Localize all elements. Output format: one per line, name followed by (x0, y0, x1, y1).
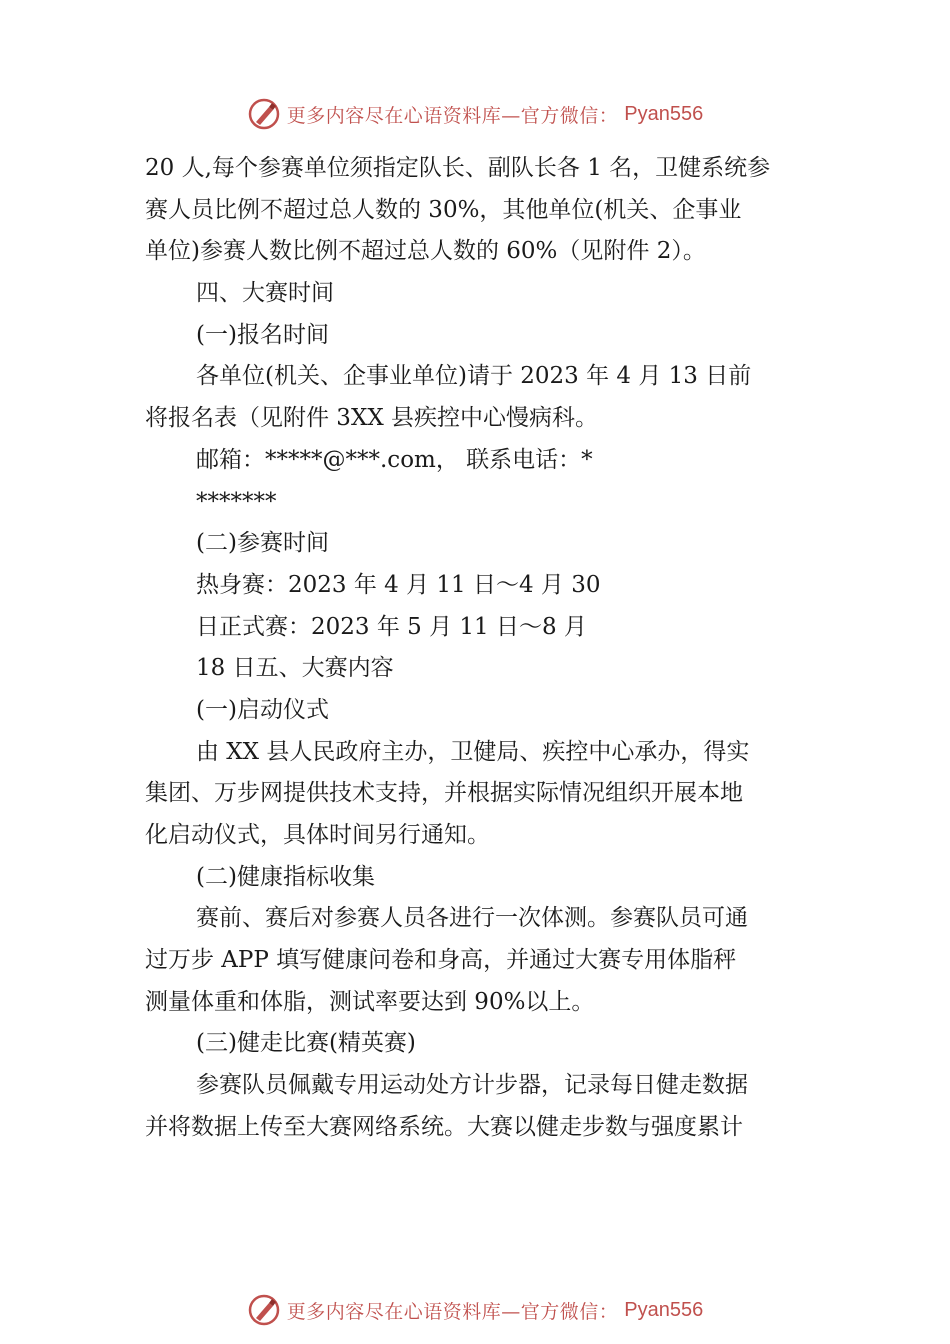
text-line: 各单位(机关、企事业单位)请于 2023 年 4 月 13 日前 (196, 363, 752, 390)
text-line: (一)启动仪式 (196, 696, 329, 723)
text-line: 并将数据上传至大赛网络系统。大赛以健走步数与强度累计 (145, 1113, 743, 1140)
text-line: 将报名表（见附件 3XX 县疾控中心慢病科。 (145, 405, 599, 432)
text-line: (三)健走比赛(精英赛) (196, 1030, 416, 1057)
text-line: ******* (196, 488, 277, 515)
text-line: 过万步 APP 填写健康问卷和身高，并通过大赛专用体脂秤 (145, 947, 737, 974)
header-banner (0, 94, 950, 134)
text-line: 热身赛：2023 年 4 月 11 日～4 月 30 (196, 571, 601, 598)
text-line: 赛人员比例不超过总人数的 30%，其他单位(机关、企事业 (145, 196, 742, 223)
text-line: (一)报名时间 (196, 321, 329, 348)
pen-seal-icon (247, 1293, 281, 1327)
banner-wechat-id: Pyan556 (624, 102, 704, 125)
document-body (145, 148, 810, 1149)
banner-wechat-id: Pyan556 (624, 1298, 704, 1321)
text-line: 日正式赛：2023 年 5 月 11 日～8 月 (196, 613, 587, 640)
banner-text: 更多内容尽在心语资料库—官方微信： (286, 104, 619, 127)
text-line: (二)健康指标收集 (196, 863, 375, 890)
text-line: 参赛队员佩戴专用运动处方计步器，记录每日健走数据 (196, 1072, 748, 1099)
text-line: 集团、万步网提供技术支持，并根据实际情况组织开展本地 (145, 780, 743, 807)
text-line: 20 人,每个参赛单位须指定队长、副队长各 1 名，卫健系统参 (145, 155, 771, 181)
text-line: 18 日五、大赛内容 (196, 655, 394, 682)
text-line: (二)参赛时间 (196, 530, 329, 557)
text-line: 单位)参赛人数比例不超过总人数的 60%（见附件 2）。 (145, 238, 706, 265)
text-line: 赛前、赛后对参赛人员各进行一次体测。参赛队员可通 (196, 905, 748, 932)
text-line: 四、大赛时间 (196, 280, 334, 307)
banner-text: 更多内容尽在心语资料库—官方微信： (286, 1300, 619, 1323)
text-line: 化启动仪式，具体时间另行通知。 (145, 822, 490, 848)
text-line: 邮箱：*****@***.com， 联系电话：* (196, 446, 593, 473)
text-line: 由 XX 县人民政府主办，卫健局、疾控中心承办，得实 (196, 738, 750, 765)
text-line: 测量体重和体脂，测试率要达到 90%以上。 (145, 988, 595, 1015)
footer-banner (0, 1290, 950, 1330)
pen-seal-icon (247, 97, 281, 131)
